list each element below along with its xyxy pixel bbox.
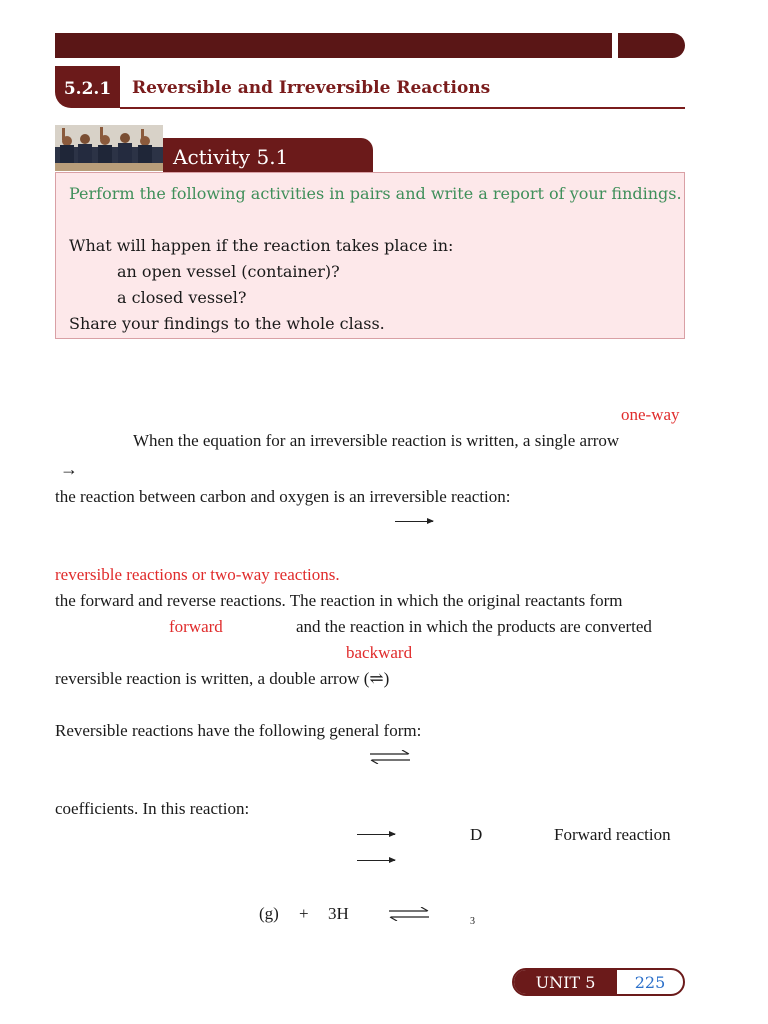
equation-gas-state: (g): [259, 904, 279, 923]
activity-question: What will happen if the reaction takes place in:: [69, 236, 454, 255]
single-arrow-glyph: →: [60, 459, 78, 479]
equation-subscript: 3: [470, 916, 475, 927]
reverse-arrow: [357, 860, 395, 861]
section-number: 5.2.1: [55, 66, 120, 108]
equation-hydrogen: 3H: [328, 904, 349, 923]
product-d: D: [470, 825, 483, 844]
equilibrium-arrow: [368, 749, 412, 768]
header-bar-end: [618, 33, 685, 58]
page-number: 225: [634, 973, 666, 992]
students-photo: [55, 125, 163, 171]
header-bar: [55, 33, 612, 58]
term-backward: backward: [346, 643, 413, 662]
forward-reaction-label: Forward reaction: [554, 825, 671, 844]
equilibrium-arrow: [387, 906, 431, 925]
activity-title: Activity 5.1: [163, 138, 373, 174]
section-title: Reversible and Irreversible Reactions: [132, 78, 491, 98]
activity-closing: Share your findings to the whole class.: [69, 314, 385, 333]
unit-label: UNIT 5: [514, 970, 617, 994]
section-rule: [120, 107, 685, 109]
term-forward: forward: [169, 617, 223, 636]
activity-option: a closed vessel?: [117, 288, 247, 307]
term-one-way: one-way: [621, 405, 680, 424]
paragraph-line: the reaction between carbon and oxygen is an irreversible reaction:: [55, 487, 511, 506]
reaction-arrow: [395, 521, 433, 522]
paragraph-line: When the equation for an irreversible reaction is written, a single arrow: [133, 431, 620, 450]
forward-arrow: [357, 834, 395, 835]
term-reversible: reversible reactions or two-way reactions.: [55, 565, 340, 584]
paragraph-line: and the reaction in which the products are converted: [296, 617, 652, 636]
equation-plus: +: [299, 904, 309, 923]
paragraph-line: coefficients. In this reaction:: [55, 799, 250, 818]
paragraph-line: the forward and reverse reactions. The reaction in which the original reactants form: [55, 591, 623, 610]
activity-instruction: Perform the following activities in pairs and write a report of your findings.: [69, 184, 682, 203]
paragraph-line: reversible reaction is written, a double arrow (⇌): [55, 669, 390, 688]
page-footer: [512, 968, 685, 996]
paragraph-line: Reversible reactions have the following general form:: [55, 721, 422, 740]
activity-option: an open vessel (container)?: [117, 262, 340, 281]
